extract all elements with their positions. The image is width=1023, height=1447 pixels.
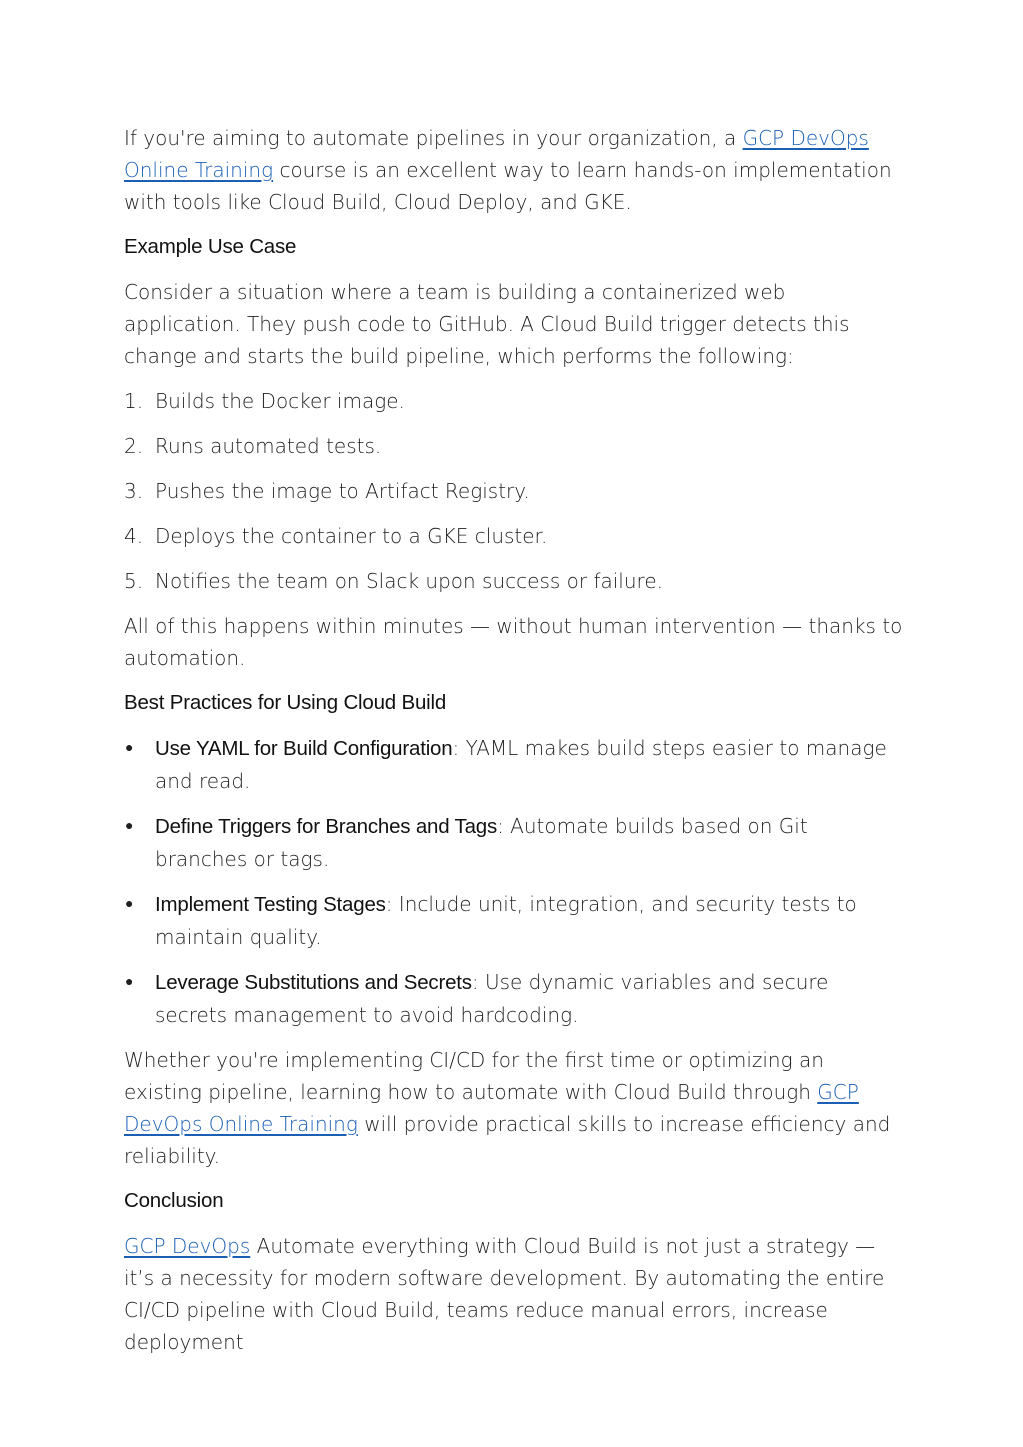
list-item-text: Pushes the image to Artifact Registry.: [155, 479, 530, 503]
list-number: 2.: [124, 434, 144, 458]
list-item-text: Deploys the container to a GKE cluster.: [155, 524, 548, 548]
list-item-text: Builds the Docker image.: [155, 389, 405, 413]
list-item-text: Notifies the team on Slack upon success or failure.: [155, 569, 663, 593]
practice-term: Use YAML for Build Configuration: [155, 737, 453, 760]
list-number: 5.: [124, 569, 144, 593]
list-item: [124, 732, 904, 797]
practice-description: : Use dynamic variables and secure secrets management to avoid hardcoding.: [155, 970, 829, 1027]
pipeline-steps-list: [124, 385, 904, 597]
gcp-devops-link[interactable]: GCP DevOps: [124, 1234, 251, 1258]
list-item: [124, 565, 904, 597]
practice-term: Leverage Substitutions and Secrets: [155, 971, 472, 994]
intro-text-start: If you're aiming to automate pipelines in your organization, a: [124, 126, 743, 150]
gcp-devops-training-link[interactable]: GCP DevOps Online Training: [124, 126, 869, 182]
list-number: 3.: [124, 479, 144, 503]
list-number: 1.: [124, 389, 144, 413]
practice-description: : YAML makes build steps easier to manage and read.: [155, 736, 887, 793]
bullet-icon: ●: [125, 896, 134, 912]
bullet-icon: ●: [125, 740, 134, 756]
example-paragraph: Consider a situation where a team is building a containerized web application. They push code to GitHub. A Cloud Build trigger detects this change and starts the build pipeline, which performs the following:: [124, 280, 850, 368]
summary-paragraph: [124, 1044, 904, 1172]
best-practices-list: [124, 732, 904, 1031]
intro-text-end: course is an excellent way to learn hands-on implementation with tools like Cloud Build, Cloud Deploy, and GKE.: [124, 158, 892, 214]
intro-paragraph: [124, 122, 904, 218]
list-item: [124, 385, 904, 417]
gcp-devops-training-link[interactable]: GCP DevOps Online Training: [124, 1080, 859, 1136]
list-item-text: Runs automated tests.: [155, 434, 382, 458]
practice-term: Implement Testing Stages: [155, 893, 386, 916]
practice-description: : Automate builds based on Git branches or tags.: [155, 814, 808, 871]
conclusion-heading: Conclusion: [124, 1189, 224, 1212]
document-page: [124, 122, 904, 1371]
list-item: [124, 810, 904, 875]
list-item: [124, 966, 904, 1031]
summary-text-start: Whether you're implementing CI/CD for the first time or optimizing an existing pipeline, learning how to automate with Cloud Build through: [124, 1048, 824, 1104]
conclusion-text: Automate everything with Cloud Build is not just a strategy — it’s a necessity for modern software development. By automating the entire CI/CD pipeline with Cloud Build, teams reduce manual errors, increase deployment: [124, 1234, 885, 1354]
bullet-icon: ●: [125, 818, 134, 834]
example-heading: Example Use Case: [124, 235, 297, 258]
practice-term: Define Triggers for Branches and Tags: [155, 815, 498, 838]
practice-description: : Include unit, integration, and security tests to maintain quality.: [155, 892, 857, 949]
list-number: 4.: [124, 524, 144, 548]
list-item: [124, 520, 904, 552]
best-practices-heading: Best Practices for Using Cloud Build: [124, 691, 447, 714]
list-item: [124, 430, 904, 462]
example-closing-paragraph: All of this happens within minutes — without human intervention — thanks to automation.: [124, 614, 903, 670]
list-item: [124, 475, 904, 507]
conclusion-paragraph: [124, 1230, 904, 1358]
list-item: [124, 888, 904, 953]
summary-text-end: will provide practical skills to increase efficiency and reliability.: [124, 1112, 891, 1168]
bullet-icon: ●: [125, 974, 134, 990]
